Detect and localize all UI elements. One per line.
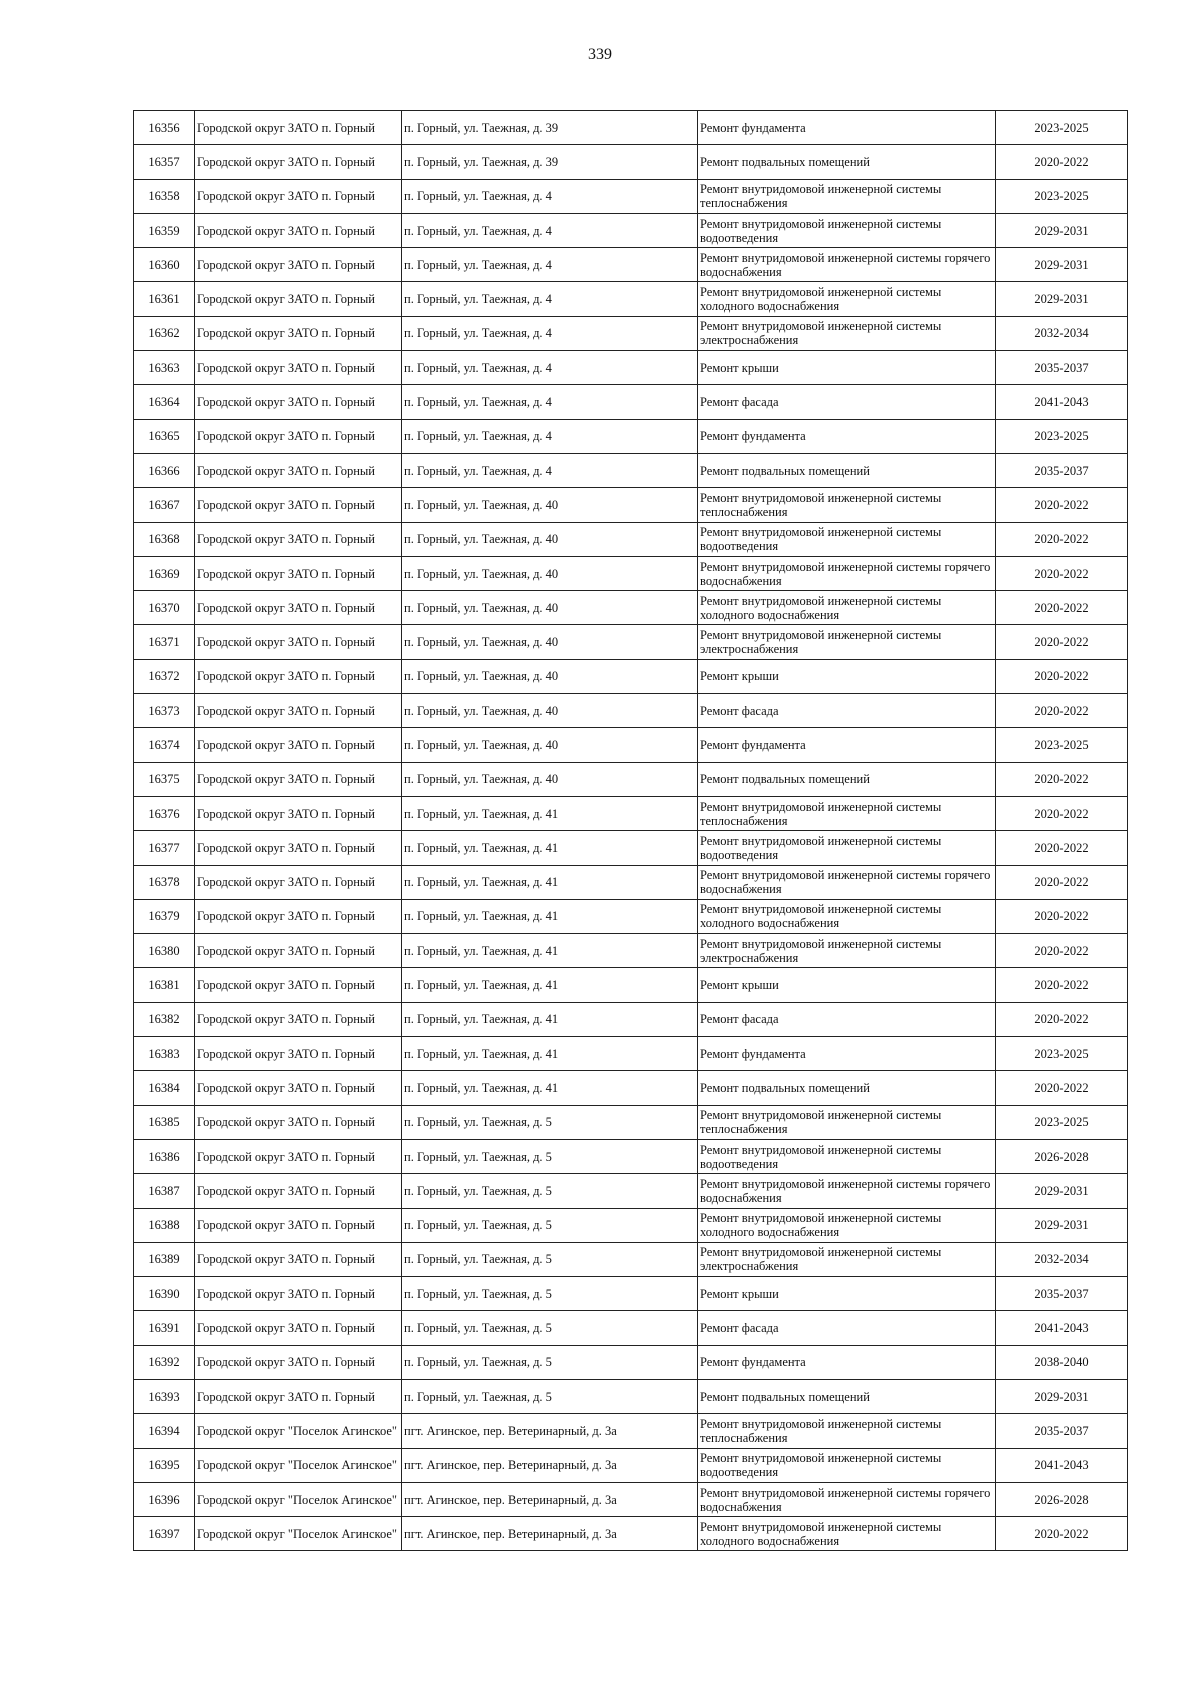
address-cell: п. Горный, ул. Таежная, д. 5: [402, 1311, 698, 1345]
address-cell: п. Горный, ул. Таежная, д. 41: [402, 899, 698, 933]
period-cell: 2020-2022: [996, 1071, 1128, 1105]
period-cell: 2041-2043: [996, 385, 1128, 419]
municipality-cell: Городской округ "Поселок Агинское": [195, 1448, 402, 1482]
table-row: [134, 796, 1128, 830]
address-cell: п. Горный, ул. Таежная, д. 41: [402, 831, 698, 865]
period-cell: 2020-2022: [996, 659, 1128, 693]
municipality-cell: Городской округ ЗАТО п. Горный: [195, 385, 402, 419]
table-row: [134, 968, 1128, 1002]
address-cell: п. Горный, ул. Таежная, д. 41: [402, 968, 698, 1002]
row-number-cell: 16384: [134, 1071, 195, 1105]
row-number-cell: 16363: [134, 351, 195, 385]
row-number-cell: 16373: [134, 694, 195, 728]
work-type-cell: Ремонт фасада: [698, 694, 996, 728]
address-cell: пгт. Агинское, пер. Ветеринарный, д. 3а: [402, 1482, 698, 1516]
table-row: [134, 1448, 1128, 1482]
municipality-cell: Городской округ ЗАТО п. Горный: [195, 659, 402, 693]
address-cell: п. Горный, ул. Таежная, д. 41: [402, 1037, 698, 1071]
work-type-cell: Ремонт внутридомовой инженерной системы водоотведения: [698, 831, 996, 865]
table-row: [134, 865, 1128, 899]
table-row: [134, 488, 1128, 522]
work-type-cell: Ремонт внутридомовой инженерной системы горячего водоснабжения: [698, 1174, 996, 1208]
table-row: [134, 899, 1128, 933]
period-cell: 2020-2022: [996, 934, 1128, 968]
municipality-cell: Городской округ ЗАТО п. Горный: [195, 899, 402, 933]
period-cell: 2020-2022: [996, 1517, 1128, 1551]
municipality-cell: Городской округ ЗАТО п. Горный: [195, 968, 402, 1002]
work-type-cell: Ремонт внутридомовой инженерной системы холодного водоснабжения: [698, 1208, 996, 1242]
address-cell: пгт. Агинское, пер. Ветеринарный, д. 3а: [402, 1517, 698, 1551]
row-number-cell: 16392: [134, 1345, 195, 1379]
period-cell: 2020-2022: [996, 625, 1128, 659]
row-number-cell: 16394: [134, 1414, 195, 1448]
address-cell: п. Горный, ул. Таежная, д. 40: [402, 556, 698, 590]
municipality-cell: Городской округ ЗАТО п. Горный: [195, 1037, 402, 1071]
row-number-cell: 16372: [134, 659, 195, 693]
table-row: [134, 625, 1128, 659]
table-row: [134, 1174, 1128, 1208]
period-cell: 2029-2031: [996, 1174, 1128, 1208]
period-cell: 2020-2022: [996, 899, 1128, 933]
work-type-cell: Ремонт внутридомовой инженерной системы горячего водоснабжения: [698, 248, 996, 282]
address-cell: п. Горный, ул. Таежная, д. 40: [402, 762, 698, 796]
work-type-cell: Ремонт фасада: [698, 1002, 996, 1036]
municipality-cell: Городской округ ЗАТО п. Горный: [195, 453, 402, 487]
period-cell: 2020-2022: [996, 796, 1128, 830]
period-cell: 2029-2031: [996, 248, 1128, 282]
table-row: [134, 591, 1128, 625]
work-type-cell: Ремонт подвальных помещений: [698, 1379, 996, 1413]
work-type-cell: Ремонт внутридомовой инженерной системы теплоснабжения: [698, 1414, 996, 1448]
work-type-cell: Ремонт внутридомовой инженерной системы теплоснабжения: [698, 796, 996, 830]
period-cell: 2029-2031: [996, 1208, 1128, 1242]
row-number-cell: 16379: [134, 899, 195, 933]
table-row: [134, 351, 1128, 385]
row-number-cell: 16357: [134, 145, 195, 179]
municipality-cell: Городской округ ЗАТО п. Горный: [195, 865, 402, 899]
period-cell: 2023-2025: [996, 1105, 1128, 1139]
repair-schedule-table: [133, 110, 1128, 1551]
address-cell: п. Горный, ул. Таежная, д. 5: [402, 1105, 698, 1139]
period-cell: 2020-2022: [996, 591, 1128, 625]
municipality-cell: Городской округ ЗАТО п. Горный: [195, 556, 402, 590]
period-cell: 2029-2031: [996, 282, 1128, 316]
municipality-cell: Городской округ ЗАТО п. Горный: [195, 694, 402, 728]
address-cell: п. Горный, ул. Таежная, д. 4: [402, 248, 698, 282]
municipality-cell: Городской округ ЗАТО п. Горный: [195, 145, 402, 179]
address-cell: пгт. Агинское, пер. Ветеринарный, д. 3а: [402, 1448, 698, 1482]
municipality-cell: Городской округ ЗАТО п. Горный: [195, 179, 402, 213]
row-number-cell: 16359: [134, 213, 195, 247]
table-row: [134, 694, 1128, 728]
row-number-cell: 16387: [134, 1174, 195, 1208]
work-type-cell: Ремонт внутридомовой инженерной системы горячего водоснабжения: [698, 556, 996, 590]
work-type-cell: Ремонт фундамента: [698, 419, 996, 453]
period-cell: 2032-2034: [996, 316, 1128, 350]
period-cell: 2035-2037: [996, 351, 1128, 385]
row-number-cell: 16381: [134, 968, 195, 1002]
work-type-cell: Ремонт внутридомовой инженерной системы горячего водоснабжения: [698, 1482, 996, 1516]
work-type-cell: Ремонт внутридомовой инженерной системы холодного водоснабжения: [698, 282, 996, 316]
work-type-cell: Ремонт крыши: [698, 351, 996, 385]
municipality-cell: Городской округ ЗАТО п. Горный: [195, 1071, 402, 1105]
address-cell: п. Горный, ул. Таежная, д. 39: [402, 145, 698, 179]
address-cell: п. Горный, ул. Таежная, д. 5: [402, 1277, 698, 1311]
row-number-cell: 16360: [134, 248, 195, 282]
municipality-cell: Городской округ "Поселок Агинское": [195, 1482, 402, 1516]
address-cell: п. Горный, ул. Таежная, д. 4: [402, 385, 698, 419]
period-cell: 2020-2022: [996, 556, 1128, 590]
municipality-cell: Городской округ ЗАТО п. Горный: [195, 488, 402, 522]
row-number-cell: 16361: [134, 282, 195, 316]
address-cell: п. Горный, ул. Таежная, д. 40: [402, 694, 698, 728]
row-number-cell: 16375: [134, 762, 195, 796]
address-cell: п. Горный, ул. Таежная, д. 4: [402, 282, 698, 316]
address-cell: п. Горный, ул. Таежная, д. 40: [402, 728, 698, 762]
period-cell: 2035-2037: [996, 453, 1128, 487]
period-cell: 2032-2034: [996, 1242, 1128, 1276]
work-type-cell: Ремонт крыши: [698, 1277, 996, 1311]
period-cell: 2023-2025: [996, 111, 1128, 145]
row-number-cell: 16364: [134, 385, 195, 419]
work-type-cell: Ремонт фасада: [698, 1311, 996, 1345]
work-type-cell: Ремонт внутридомовой инженерной системы горячего водоснабжения: [698, 865, 996, 899]
address-cell: п. Горный, ул. Таежная, д. 41: [402, 934, 698, 968]
address-cell: п. Горный, ул. Таежная, д. 5: [402, 1345, 698, 1379]
work-type-cell: Ремонт внутридомовой инженерной системы холодного водоснабжения: [698, 899, 996, 933]
municipality-cell: Городской округ ЗАТО п. Горный: [195, 1242, 402, 1276]
address-cell: п. Горный, ул. Таежная, д. 4: [402, 453, 698, 487]
municipality-cell: Городской округ ЗАТО п. Горный: [195, 1208, 402, 1242]
period-cell: 2020-2022: [996, 488, 1128, 522]
work-type-cell: Ремонт фундамента: [698, 1345, 996, 1379]
period-cell: 2023-2025: [996, 179, 1128, 213]
table-row: [134, 831, 1128, 865]
municipality-cell: Городской округ ЗАТО п. Горный: [195, 1345, 402, 1379]
municipality-cell: Городской округ ЗАТО п. Горный: [195, 213, 402, 247]
row-number-cell: 16378: [134, 865, 195, 899]
work-type-cell: Ремонт внутридомовой инженерной системы теплоснабжения: [698, 179, 996, 213]
address-cell: пгт. Агинское, пер. Ветеринарный, д. 3а: [402, 1414, 698, 1448]
municipality-cell: Городской округ ЗАТО п. Горный: [195, 1139, 402, 1173]
table-row: [134, 1242, 1128, 1276]
work-type-cell: Ремонт подвальных помещений: [698, 762, 996, 796]
municipality-cell: Городской округ ЗАТО п. Горный: [195, 1379, 402, 1413]
period-cell: 2038-2040: [996, 1345, 1128, 1379]
table-row: [134, 762, 1128, 796]
table-row: [134, 1105, 1128, 1139]
table-row: [134, 179, 1128, 213]
municipality-cell: Городской округ ЗАТО п. Горный: [195, 591, 402, 625]
period-cell: 2035-2037: [996, 1414, 1128, 1448]
table-row: [134, 1208, 1128, 1242]
period-cell: 2020-2022: [996, 694, 1128, 728]
work-type-cell: Ремонт внутридомовой инженерной системы электроснабжения: [698, 934, 996, 968]
table-row: [134, 248, 1128, 282]
period-cell: 2029-2031: [996, 213, 1128, 247]
address-cell: п. Горный, ул. Таежная, д. 40: [402, 659, 698, 693]
table-row: [134, 522, 1128, 556]
work-type-cell: Ремонт внутридомовой инженерной системы электроснабжения: [698, 316, 996, 350]
period-cell: 2020-2022: [996, 145, 1128, 179]
work-type-cell: Ремонт подвальных помещений: [698, 145, 996, 179]
table-row: [134, 1345, 1128, 1379]
work-type-cell: Ремонт подвальных помещений: [698, 453, 996, 487]
municipality-cell: Городской округ ЗАТО п. Горный: [195, 934, 402, 968]
table-row: [134, 934, 1128, 968]
row-number-cell: 16391: [134, 1311, 195, 1345]
row-number-cell: 16380: [134, 934, 195, 968]
table-row: [134, 1414, 1128, 1448]
work-type-cell: Ремонт внутридомовой инженерной системы водоотведения: [698, 1139, 996, 1173]
municipality-cell: Городской округ ЗАТО п. Горный: [195, 1174, 402, 1208]
work-type-cell: Ремонт внутридомовой инженерной системы холодного водоснабжения: [698, 591, 996, 625]
table-row: [134, 145, 1128, 179]
period-cell: 2023-2025: [996, 728, 1128, 762]
work-type-cell: Ремонт внутридомовой инженерной системы электроснабжения: [698, 625, 996, 659]
municipality-cell: Городской округ ЗАТО п. Горный: [195, 316, 402, 350]
table-row: [134, 282, 1128, 316]
row-number-cell: 16369: [134, 556, 195, 590]
page-number: 339: [588, 46, 612, 63]
row-number-cell: 16383: [134, 1037, 195, 1071]
period-cell: 2020-2022: [996, 762, 1128, 796]
row-number-cell: 16390: [134, 1277, 195, 1311]
address-cell: п. Горный, ул. Таежная, д. 39: [402, 111, 698, 145]
row-number-cell: 16358: [134, 179, 195, 213]
work-type-cell: Ремонт фундамента: [698, 111, 996, 145]
address-cell: п. Горный, ул. Таежная, д. 40: [402, 591, 698, 625]
work-type-cell: Ремонт внутридомовой инженерной системы электроснабжения: [698, 1242, 996, 1276]
row-number-cell: 16397: [134, 1517, 195, 1551]
table-row: [134, 1311, 1128, 1345]
row-number-cell: 16395: [134, 1448, 195, 1482]
period-cell: 2026-2028: [996, 1139, 1128, 1173]
address-cell: п. Горный, ул. Таежная, д. 4: [402, 419, 698, 453]
table-row: [134, 556, 1128, 590]
municipality-cell: Городской округ ЗАТО п. Горный: [195, 282, 402, 316]
address-cell: п. Горный, ул. Таежная, д. 40: [402, 488, 698, 522]
municipality-cell: Городской округ ЗАТО п. Горный: [195, 625, 402, 659]
row-number-cell: 16368: [134, 522, 195, 556]
row-number-cell: 16374: [134, 728, 195, 762]
municipality-cell: Городской округ ЗАТО п. Горный: [195, 1105, 402, 1139]
row-number-cell: 16370: [134, 591, 195, 625]
row-number-cell: 16356: [134, 111, 195, 145]
address-cell: п. Горный, ул. Таежная, д. 40: [402, 522, 698, 556]
municipality-cell: Городской округ ЗАТО п. Горный: [195, 248, 402, 282]
work-type-cell: Ремонт внутридомовой инженерной системы водоотведения: [698, 522, 996, 556]
period-cell: 2020-2022: [996, 865, 1128, 899]
work-type-cell: Ремонт фасада: [698, 385, 996, 419]
address-cell: п. Горный, ул. Таежная, д. 4: [402, 179, 698, 213]
address-cell: п. Горный, ул. Таежная, д. 41: [402, 865, 698, 899]
municipality-cell: Городской округ ЗАТО п. Горный: [195, 1277, 402, 1311]
address-cell: п. Горный, ул. Таежная, д. 5: [402, 1208, 698, 1242]
table-row: [134, 213, 1128, 247]
table-row: [134, 1139, 1128, 1173]
address-cell: п. Горный, ул. Таежная, д. 4: [402, 213, 698, 247]
address-cell: п. Горный, ул. Таежная, д. 5: [402, 1174, 698, 1208]
table-row: [134, 111, 1128, 145]
row-number-cell: 16385: [134, 1105, 195, 1139]
address-cell: п. Горный, ул. Таежная, д. 4: [402, 316, 698, 350]
period-cell: 2035-2037: [996, 1277, 1128, 1311]
row-number-cell: 16388: [134, 1208, 195, 1242]
address-cell: п. Горный, ул. Таежная, д. 5: [402, 1139, 698, 1173]
row-number-cell: 16365: [134, 419, 195, 453]
address-cell: п. Горный, ул. Таежная, д. 5: [402, 1242, 698, 1276]
work-type-cell: Ремонт внутридомовой инженерной системы водоотведения: [698, 213, 996, 247]
work-type-cell: Ремонт крыши: [698, 659, 996, 693]
table-row: [134, 1037, 1128, 1071]
work-type-cell: Ремонт внутридомовой инженерной системы водоотведения: [698, 1448, 996, 1482]
table-row: [134, 419, 1128, 453]
row-number-cell: 16382: [134, 1002, 195, 1036]
municipality-cell: Городской округ ЗАТО п. Горный: [195, 728, 402, 762]
period-cell: 2029-2031: [996, 1379, 1128, 1413]
address-cell: п. Горный, ул. Таежная, д. 41: [402, 1002, 698, 1036]
municipality-cell: Городской округ "Поселок Агинское": [195, 1517, 402, 1551]
address-cell: п. Горный, ул. Таежная, д. 41: [402, 796, 698, 830]
work-type-cell: Ремонт подвальных помещений: [698, 1071, 996, 1105]
work-type-cell: Ремонт фундамента: [698, 728, 996, 762]
municipality-cell: Городской округ ЗАТО п. Горный: [195, 796, 402, 830]
period-cell: 2020-2022: [996, 522, 1128, 556]
row-number-cell: 16393: [134, 1379, 195, 1413]
address-cell: п. Горный, ул. Таежная, д. 4: [402, 351, 698, 385]
period-cell: 2020-2022: [996, 968, 1128, 1002]
table-row: [134, 1002, 1128, 1036]
period-cell: 2020-2022: [996, 831, 1128, 865]
municipality-cell: Городской округ ЗАТО п. Горный: [195, 111, 402, 145]
period-cell: 2023-2025: [996, 419, 1128, 453]
period-cell: 2023-2025: [996, 1037, 1128, 1071]
table-row: [134, 659, 1128, 693]
table-row: [134, 1277, 1128, 1311]
address-cell: п. Горный, ул. Таежная, д. 41: [402, 1071, 698, 1105]
row-number-cell: 16389: [134, 1242, 195, 1276]
municipality-cell: Городской округ ЗАТО п. Горный: [195, 419, 402, 453]
address-cell: п. Горный, ул. Таежная, д. 40: [402, 625, 698, 659]
municipality-cell: Городской округ "Поселок Агинское": [195, 1414, 402, 1448]
municipality-cell: Городской округ ЗАТО п. Горный: [195, 522, 402, 556]
work-type-cell: Ремонт крыши: [698, 968, 996, 1002]
row-number-cell: 16377: [134, 831, 195, 865]
table-row: [134, 316, 1128, 350]
period-cell: 2020-2022: [996, 1002, 1128, 1036]
work-type-cell: Ремонт внутридомовой инженерной системы холодного водоснабжения: [698, 1517, 996, 1551]
period-cell: 2041-2043: [996, 1448, 1128, 1482]
table-row: [134, 385, 1128, 419]
row-number-cell: 16376: [134, 796, 195, 830]
municipality-cell: Городской округ ЗАТО п. Горный: [195, 351, 402, 385]
row-number-cell: 16396: [134, 1482, 195, 1516]
row-number-cell: 16386: [134, 1139, 195, 1173]
table-row: [134, 1482, 1128, 1516]
table-row: [134, 453, 1128, 487]
work-type-cell: Ремонт фундамента: [698, 1037, 996, 1071]
row-number-cell: 16367: [134, 488, 195, 522]
address-cell: п. Горный, ул. Таежная, д. 5: [402, 1379, 698, 1413]
period-cell: 2041-2043: [996, 1311, 1128, 1345]
table-body: [134, 111, 1128, 1551]
row-number-cell: 16371: [134, 625, 195, 659]
work-type-cell: Ремонт внутридомовой инженерной системы теплоснабжения: [698, 488, 996, 522]
row-number-cell: 16362: [134, 316, 195, 350]
municipality-cell: Городской округ ЗАТО п. Горный: [195, 1311, 402, 1345]
row-number-cell: 16366: [134, 453, 195, 487]
table-row: [134, 728, 1128, 762]
work-type-cell: Ремонт внутридомовой инженерной системы теплоснабжения: [698, 1105, 996, 1139]
municipality-cell: Городской округ ЗАТО п. Горный: [195, 1002, 402, 1036]
table-row: [134, 1071, 1128, 1105]
municipality-cell: Городской округ ЗАТО п. Горный: [195, 831, 402, 865]
table-row: [134, 1517, 1128, 1551]
municipality-cell: Городской округ ЗАТО п. Горный: [195, 762, 402, 796]
period-cell: 2026-2028: [996, 1482, 1128, 1516]
table-row: [134, 1379, 1128, 1413]
